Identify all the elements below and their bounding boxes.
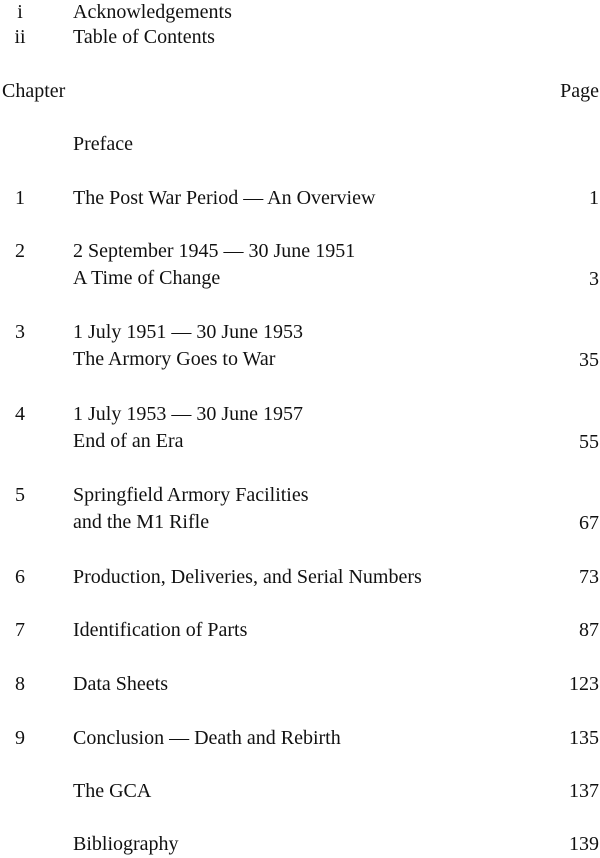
- page-number: 67: [579, 512, 599, 534]
- chapter-title-line: 1 July 1953 — 30 June 1957: [73, 403, 303, 425]
- chapter-number: 8: [15, 673, 25, 695]
- front-matter-number: i: [17, 1, 23, 23]
- chapter-title: [73, 131, 133, 158]
- page-number: 73: [579, 566, 599, 588]
- chapter-number: 7: [15, 619, 25, 641]
- chapter-title-line: Production, Deliveries, and Serial Numbers: [73, 566, 422, 588]
- chapter-title-line: The Post War Period — An Overview: [73, 187, 376, 209]
- chapter-number: 6: [15, 566, 25, 588]
- chapter-title-line: Springfield Armory Facilities: [73, 484, 309, 506]
- page-number: 123: [569, 673, 599, 695]
- chapter-title-line: Preface: [73, 133, 133, 155]
- chapter-title: [73, 401, 303, 455]
- chapter-title-line: The Armory Goes to War: [73, 348, 276, 370]
- chapter-title-line: A Time of Change: [73, 267, 221, 289]
- chapter-title-line: Identification of Parts: [73, 619, 248, 641]
- chapter-title: [73, 185, 375, 212]
- chapter-title: [73, 778, 151, 805]
- chapter-title-line: and the M1 Rifle: [73, 511, 210, 533]
- chapter-title: [73, 725, 341, 752]
- chapter-title: [73, 482, 309, 536]
- chapter-title-line: Data Sheets: [73, 673, 168, 695]
- page-number: 3: [589, 268, 599, 290]
- page-number: 1: [589, 187, 599, 209]
- page-number: 35: [579, 349, 599, 371]
- chapter-title-line: End of an Era: [73, 430, 184, 452]
- chapter-title-line: The GCA: [73, 780, 152, 802]
- chapter-title: [73, 831, 179, 858]
- page-column-header: Page: [560, 80, 599, 102]
- chapter-title: [73, 564, 422, 591]
- page-number: 87: [579, 619, 599, 641]
- chapter-title: [73, 671, 168, 698]
- page-number: 55: [579, 431, 599, 453]
- chapter-title: [73, 617, 247, 644]
- chapter-number: 4: [15, 403, 25, 425]
- chapter-number: 3: [15, 321, 25, 343]
- chapter-number: 5: [15, 484, 25, 506]
- chapter-number: 2: [15, 240, 25, 262]
- chapter-title-line: 1 July 1951 — 30 June 1953: [73, 321, 303, 343]
- front-matter-item: [0, 24, 400, 51]
- chapter-title: [73, 319, 303, 373]
- page-number: 139: [569, 833, 599, 855]
- chapter-number: 1: [15, 187, 25, 209]
- chapter-number: 9: [15, 727, 25, 749]
- chapter-title-line: Conclusion — Death and Rebirth: [73, 727, 341, 749]
- front-matter-title: Table of Contents: [73, 26, 215, 48]
- chapter-title-line: Bibliography: [73, 833, 179, 855]
- front-matter-number: ii: [14, 26, 26, 48]
- front-matter-title: Acknowledgements: [73, 1, 232, 23]
- front-matter-item: [0, 0, 400, 26]
- page-number: 137: [569, 780, 599, 802]
- chapter-title: [73, 238, 355, 292]
- chapter-column-header: Chapter: [2, 80, 66, 102]
- chapter-title-line: 2 September 1945 — 30 June 1951: [73, 240, 356, 262]
- page-number: 135: [569, 727, 599, 749]
